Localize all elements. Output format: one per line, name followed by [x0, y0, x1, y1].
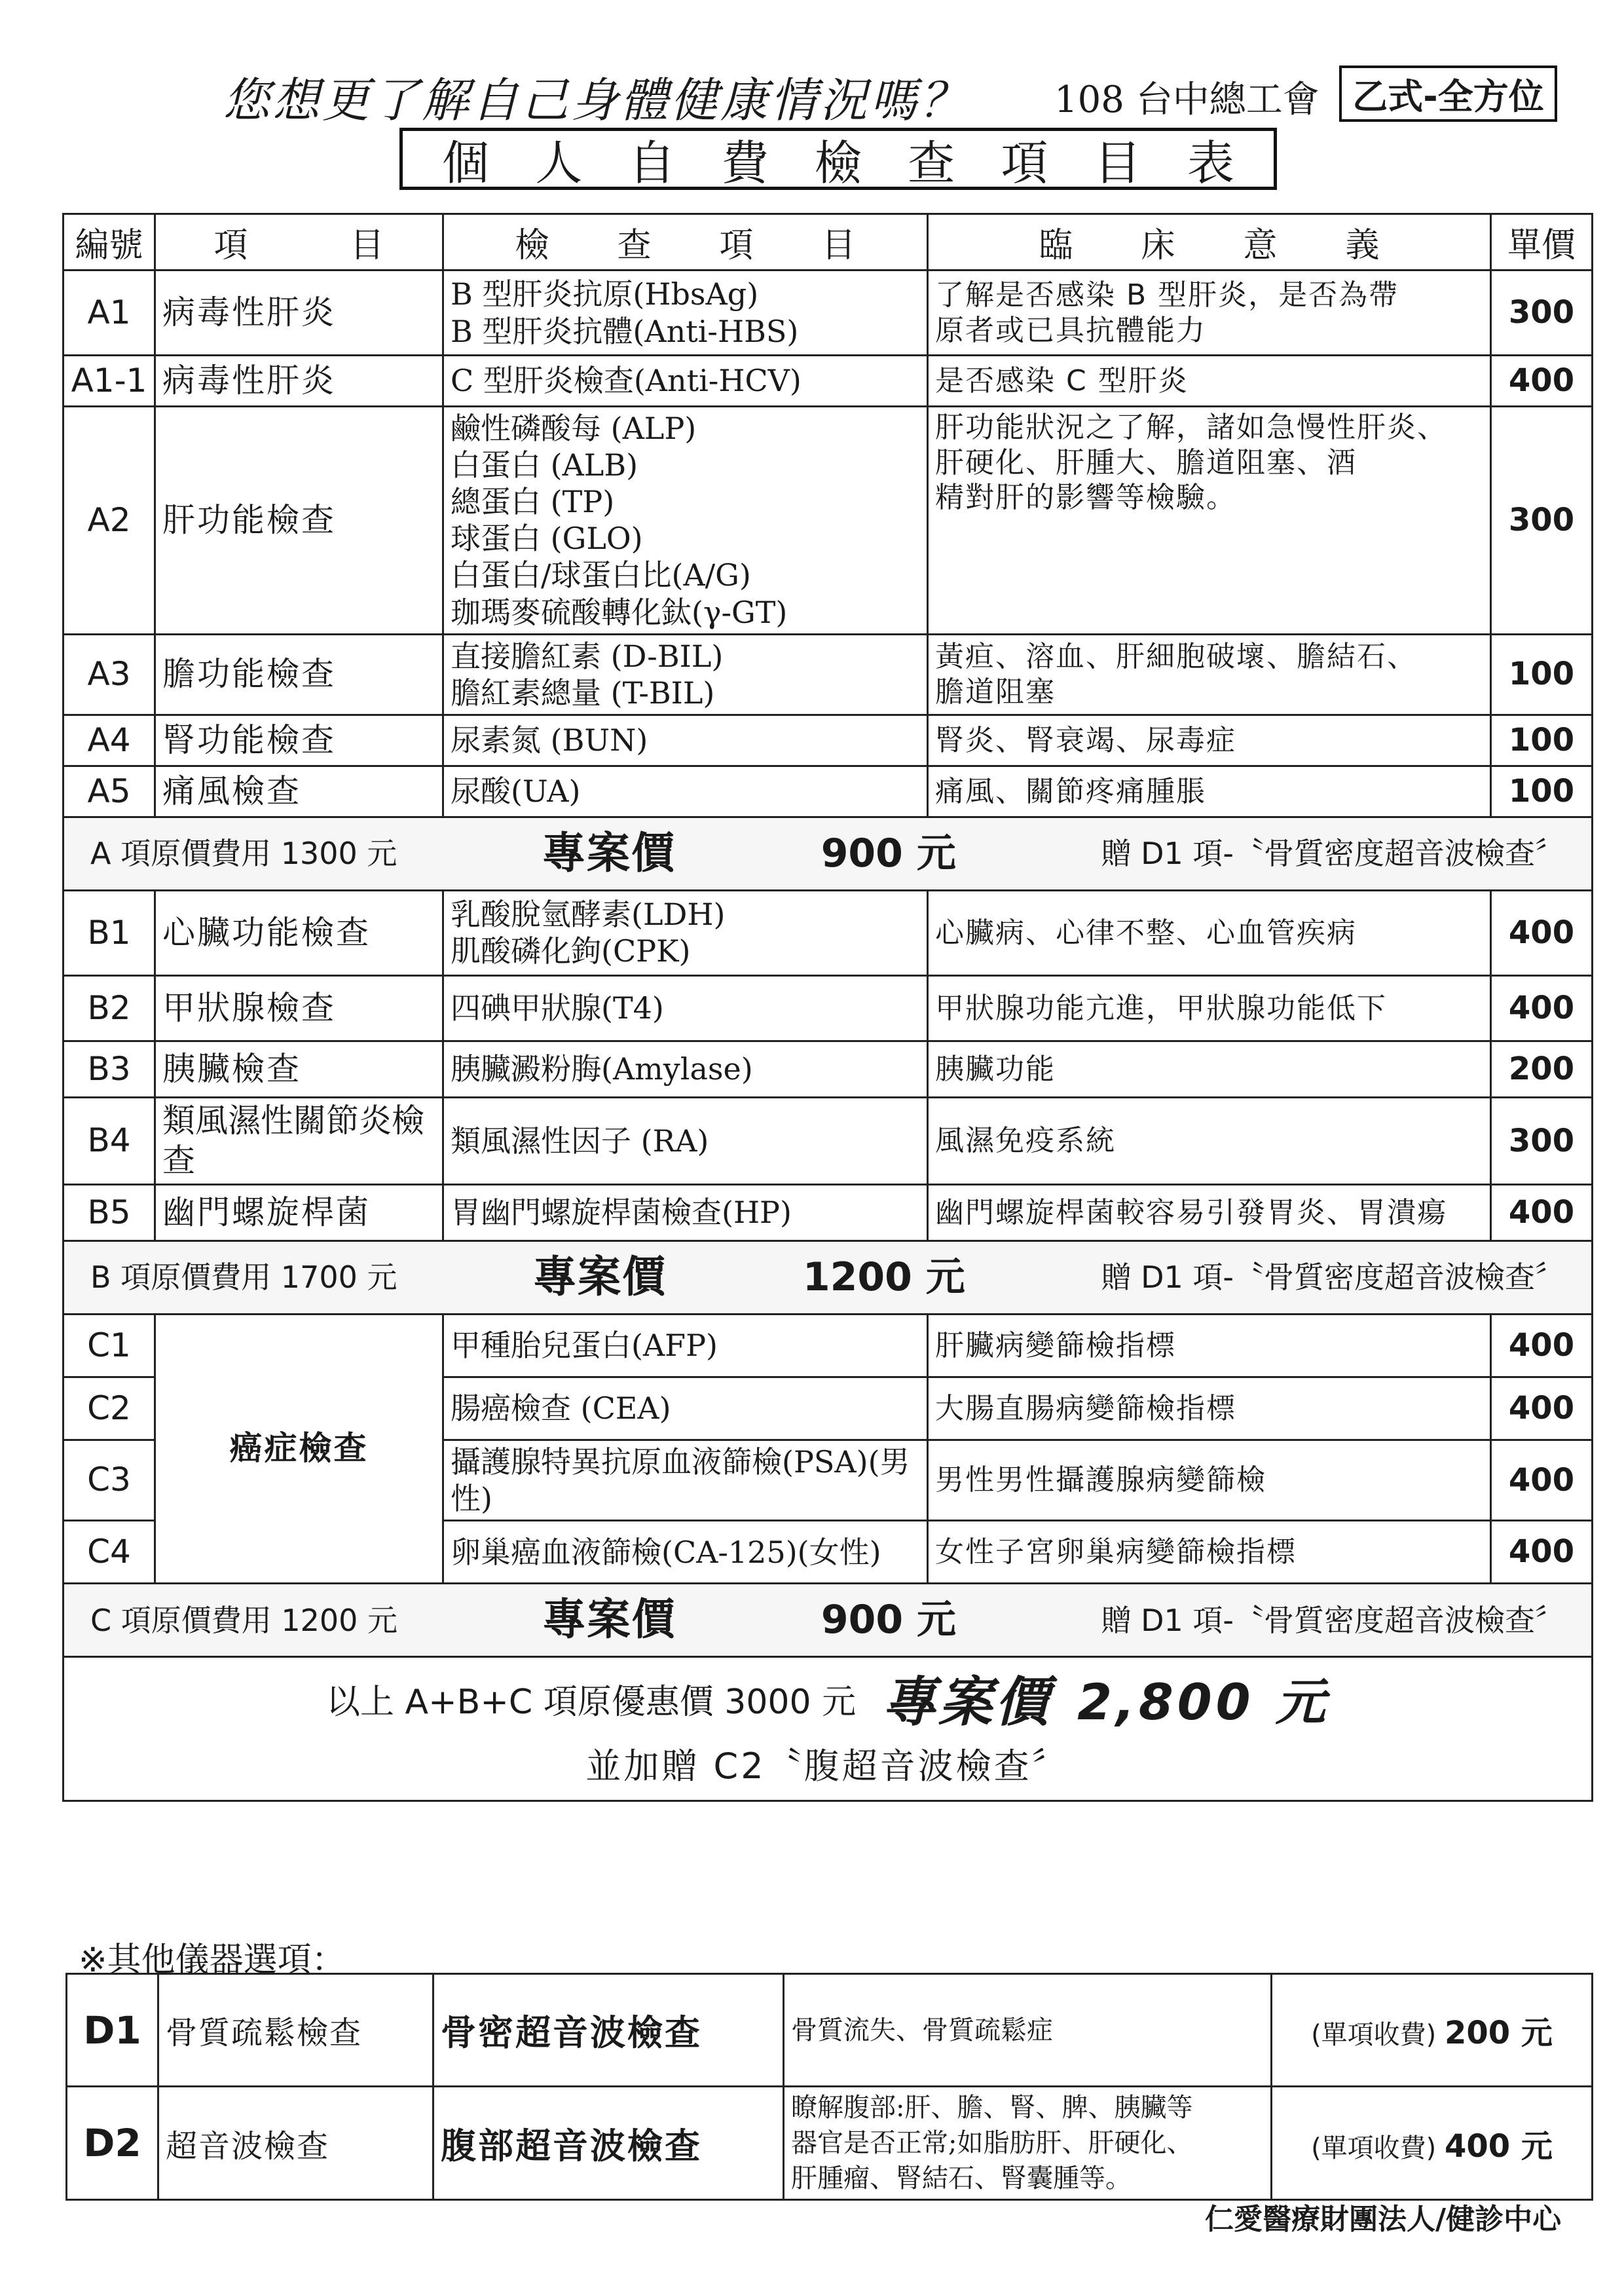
row-code: C2 — [64, 1377, 155, 1440]
row-code: A1 — [64, 271, 155, 356]
option-price-value: 400 元 — [1445, 2127, 1553, 2165]
cancer-item: 癌症檢查 — [155, 1314, 443, 1583]
row-tests-line: 腸癌檢查 (CEA) — [451, 1390, 671, 1427]
row-tests — [443, 1521, 928, 1584]
row-meaning-line: 膽道阻塞 — [935, 675, 1056, 709]
title-char: 人 — [535, 135, 583, 191]
row-meaning — [928, 715, 1491, 766]
row-item: 幽門螺旋桿菌 — [155, 1184, 443, 1241]
row-tests — [443, 890, 928, 975]
group-b — [64, 890, 1593, 1241]
row-tests-line: C 型肝炎檢查(Anti-HCV) — [451, 363, 802, 399]
row-price: 300 — [1491, 271, 1593, 356]
header-price: 單價 — [1491, 214, 1593, 271]
a-summary-orig: A 項原價費用 1300 元 — [90, 836, 397, 872]
title-char: 檢 — [814, 135, 862, 191]
row-tests-line: 攝護腺特異抗原血液篩檢(PSA)(男性) — [451, 1444, 910, 1516]
total-price: 2,800 元 — [1077, 1673, 1329, 1732]
row-code: B2 — [64, 975, 155, 1041]
option-row — [67, 2087, 1593, 2200]
row-tests-line: 尿素氮 (BUN) — [451, 722, 648, 758]
header-meaning: 臨 床 意 義 — [928, 214, 1491, 271]
row-item: 病毒性肝炎 — [155, 356, 443, 407]
header-code: 編號 — [64, 214, 155, 271]
row-item: 心臟功能檢查 — [155, 890, 443, 975]
row-meaning-line: 幽門螺旋桿菌較容易引發胃炎、胃潰瘍 — [935, 1195, 1447, 1229]
row-price: 400 — [1491, 1521, 1593, 1584]
row-tests-line: 甲種胎兒蛋白(AFP) — [451, 1328, 718, 1364]
row-tests-line: 直接膽紅素 (D-BIL) — [451, 638, 724, 674]
row-meaning — [928, 766, 1491, 817]
row-meaning-line: 肝硬化、肝腫大、膽道阻塞、酒 — [935, 445, 1357, 479]
table-row — [64, 1314, 1593, 1377]
row-tests — [443, 1314, 928, 1377]
b-summary-row — [64, 1241, 1593, 1314]
row-meaning-line: 胰臟功能 — [935, 1052, 1056, 1086]
option-price-label: (單項收費) — [1311, 2133, 1437, 2163]
row-item: 腎功能檢查 — [155, 715, 443, 766]
option-item: 骨質疏鬆檢查 — [158, 1974, 434, 2087]
other-options-title: ※其他儀器選項： — [79, 1941, 346, 1980]
option-desc — [784, 2087, 1272, 2200]
row-meaning-line: 男性男性攝護腺病變篩檢 — [935, 1463, 1266, 1497]
page-title — [399, 128, 1277, 190]
row-meaning — [928, 1521, 1491, 1584]
row-price: 100 — [1491, 634, 1593, 715]
option-desc-line: 器官是否正常;如脂肪肝、肝硬化、 — [791, 2128, 1193, 2158]
row-code: A4 — [64, 715, 155, 766]
row-code: A2 — [64, 407, 155, 635]
row-tests — [443, 407, 928, 635]
row-meaning — [928, 271, 1491, 356]
row-tests — [443, 1440, 928, 1520]
row-meaning-line: 肝臟病變篩檢指標 — [935, 1328, 1176, 1362]
row-tests-line: 胃幽門螺旋桿菌檢查(HP) — [451, 1195, 792, 1231]
option-code: D2 — [67, 2087, 158, 2200]
option-desc-line: 骨質流失、骨質疏鬆症 — [791, 2015, 1053, 2045]
option-price — [1272, 1974, 1593, 2087]
b-summary-orig: B 項原價費用 1700 元 — [90, 1259, 397, 1296]
table-header-row — [64, 214, 1593, 271]
row-tests — [443, 271, 928, 356]
row-tests-line: 乳酸脫氫酵素(LDH) — [451, 897, 726, 933]
table-row — [64, 407, 1593, 635]
header-test: 檢 查 項 目 — [443, 214, 928, 271]
row-tests-line: B 型肝炎抗體(Anti-HBS) — [451, 313, 799, 349]
option-desc-line: 瞭解腹部:肝、膽、腎、脾、胰臟等 — [791, 2093, 1193, 2123]
table-row — [64, 1041, 1593, 1097]
title-char: 自 — [628, 135, 676, 191]
a-summary-price: 900 元 — [821, 830, 956, 876]
row-code: B1 — [64, 890, 155, 975]
row-price: 400 — [1491, 975, 1593, 1041]
row-code: B3 — [64, 1041, 155, 1097]
row-meaning-line: 是否感染 C 型肝炎 — [935, 364, 1189, 398]
row-item: 痛風檢查 — [155, 766, 443, 817]
row-code: C3 — [64, 1440, 155, 1520]
row-meaning — [928, 407, 1491, 635]
row-price: 300 — [1491, 1097, 1593, 1184]
option-name: 骨密超音波檢查 — [434, 1974, 784, 2087]
row-meaning — [928, 1440, 1491, 1520]
row-meaning-line: 黃疸、溶血、肝細胞破壞、膽結石、 — [935, 640, 1417, 674]
row-meaning — [928, 1097, 1491, 1184]
row-tests-line: 珈瑪麥硫酸轉化鈦(γ-GT) — [451, 594, 788, 630]
a-summary-special: 專案價 — [542, 828, 676, 879]
row-tests — [443, 634, 928, 715]
row-item: 胰臟檢查 — [155, 1041, 443, 1097]
table-row — [64, 890, 1593, 975]
option-name: 腹部超音波檢查 — [434, 2087, 784, 2200]
row-item: 肝功能檢查 — [155, 407, 443, 635]
row-code: C1 — [64, 1314, 155, 1377]
row-meaning — [928, 1041, 1491, 1097]
row-price: 400 — [1491, 1440, 1593, 1520]
row-item: 膽功能檢查 — [155, 634, 443, 715]
table-row — [64, 634, 1593, 715]
row-tests-line: 四碘甲狀腺(T4) — [451, 990, 664, 1026]
option-desc — [784, 1974, 1272, 2087]
total-row — [64, 1657, 1593, 1801]
row-price: 400 — [1491, 1314, 1593, 1377]
row-code: A1-1 — [64, 356, 155, 407]
row-meaning-line: 了解是否感染 B 型肝炎，是否為帶 — [935, 278, 1399, 312]
row-price: 100 — [1491, 766, 1593, 817]
option-desc-line: 肝腫瘤、腎結石、腎囊腫等。 — [791, 2163, 1132, 2193]
row-meaning — [928, 1184, 1491, 1241]
a-summary-gift: 贈 D1 項-〝骨質密度超音波檢查〞 — [1101, 836, 1565, 872]
row-code: A5 — [64, 766, 155, 817]
row-tests — [443, 1184, 928, 1241]
table-row — [64, 715, 1593, 766]
table-row — [64, 766, 1593, 817]
table-row — [64, 356, 1593, 407]
row-code: C4 — [64, 1521, 155, 1584]
row-meaning-line: 女性子宮卵巢病變篩檢指標 — [935, 1535, 1297, 1569]
option-item: 超音波檢查 — [158, 2087, 434, 2200]
table-row — [64, 975, 1593, 1041]
header-question: 您想更了解自己身體健康情況嗎？ — [223, 73, 970, 128]
other-options-table — [65, 1973, 1593, 2201]
title-char: 項 — [1001, 135, 1048, 191]
row-meaning-line: 甲狀腺功能亢進，甲狀腺功能低下 — [935, 991, 1387, 1025]
footer-org: 仁愛醫療財團法人/健診中心 — [1205, 2203, 1562, 2236]
row-meaning-line: 腎炎、腎衰竭、尿毒症 — [935, 723, 1236, 757]
row-price: 400 — [1491, 1184, 1593, 1241]
row-tests-line: B 型肝炎抗原(HbsAg) — [451, 276, 759, 312]
row-meaning — [928, 975, 1491, 1041]
row-meaning — [928, 890, 1491, 975]
header-union: 108 台中總工會 — [1054, 79, 1320, 121]
row-tests-line: 總蛋白 (TP) — [451, 484, 615, 520]
row-tests-line: 球蛋白 (GLO) — [451, 521, 643, 557]
row-tests-line: 肌酸磷化鉤(CPK) — [451, 933, 691, 969]
a-summary-row — [64, 817, 1593, 890]
row-tests — [443, 1041, 928, 1097]
row-code: B4 — [64, 1097, 155, 1184]
row-meaning — [928, 356, 1491, 407]
row-tests-line: 鹼性磷酸每 (ALP) — [451, 411, 697, 446]
row-tests — [443, 766, 928, 817]
title-char: 個 — [442, 135, 490, 191]
row-tests — [443, 715, 928, 766]
row-tests — [443, 1097, 928, 1184]
b-summary-special: 專案價 — [533, 1252, 667, 1303]
row-tests-line: 膽紅素總量 (T-BIL) — [451, 675, 715, 711]
row-tests-line: 類風濕性因子 (RA) — [451, 1123, 709, 1159]
b-summary-price: 1200 元 — [802, 1254, 965, 1300]
row-item: 類風濕性關節炎檢查 — [155, 1097, 443, 1184]
row-code: B5 — [64, 1184, 155, 1241]
row-meaning-line: 風濕免疫系統 — [935, 1124, 1116, 1158]
row-price: 300 — [1491, 407, 1593, 635]
row-price: 200 — [1491, 1041, 1593, 1097]
row-code: A3 — [64, 634, 155, 715]
total-gift: 並加贈 C2〝腹超音波檢查〞 — [585, 1745, 1070, 1787]
row-meaning — [928, 1314, 1491, 1377]
row-meaning — [928, 1377, 1491, 1440]
title-char: 費 — [721, 135, 769, 191]
row-meaning-line: 精對肝的影響等檢驗。 — [935, 481, 1236, 515]
option-row — [67, 1974, 1593, 2087]
row-meaning-line: 大腸直腸病變篩檢指標 — [935, 1391, 1236, 1425]
row-tests — [443, 356, 928, 407]
table-row — [64, 271, 1593, 356]
header-item: 項 目 — [155, 214, 443, 271]
row-tests-line: 白蛋白/球蛋白比(A/G) — [451, 557, 751, 593]
title-char: 目 — [1094, 135, 1141, 191]
row-tests-line: 胰臟澱粉脢(Amylase) — [451, 1051, 753, 1087]
row-tests-line: 白蛋白 (ALB) — [451, 447, 638, 483]
c-summary-row — [64, 1584, 1593, 1657]
row-tests — [443, 1377, 928, 1440]
b-summary-gift: 贈 D1 項-〝骨質密度超音波檢查〞 — [1101, 1259, 1565, 1296]
row-price: 100 — [1491, 715, 1593, 766]
title-char: 表 — [1187, 135, 1234, 191]
total-special: 專案價 — [882, 1671, 1052, 1734]
row-price: 400 — [1491, 1377, 1593, 1440]
row-meaning-line: 心臟病、心律不整、心血管疾病 — [935, 916, 1357, 950]
exam-table — [62, 213, 1593, 1802]
row-tests-line: 卵巢癌血液篩檢(CA-125)(女性) — [451, 1534, 881, 1570]
row-tests — [443, 975, 928, 1041]
table-row — [64, 1184, 1593, 1241]
group-c — [64, 1314, 1593, 1583]
row-meaning-line: 肝功能狀況之了解，諸如急慢性肝炎、 — [935, 411, 1447, 444]
row-item: 甲狀腺檢查 — [155, 975, 443, 1041]
group-a — [64, 271, 1593, 817]
c-summary-orig: C 項原價費用 1200 元 — [90, 1602, 398, 1638]
c-summary-price: 900 元 — [821, 1596, 957, 1643]
row-tests-line: 尿酸(UA) — [451, 774, 581, 810]
option-price-label: (單項收費) — [1311, 2020, 1437, 2050]
row-price: 400 — [1491, 356, 1593, 407]
table-row — [64, 1097, 1593, 1184]
row-meaning-line: 痛風、關節疼痛腫脹 — [935, 774, 1206, 808]
row-price: 400 — [1491, 890, 1593, 975]
c-summary-gift: 贈 D1 項-〝骨質密度超音波檢查〞 — [1101, 1602, 1565, 1638]
plan-badge: 乙式-全方位 — [1339, 65, 1557, 122]
row-item: 病毒性肝炎 — [155, 271, 443, 356]
option-price-value: 200 元 — [1445, 2015, 1553, 2051]
c-summary-special: 專案價 — [542, 1594, 676, 1645]
title-char: 查 — [908, 135, 955, 191]
option-code: D1 — [67, 1974, 158, 2087]
row-meaning-line: 原者或已具抗體能力 — [935, 313, 1206, 347]
option-price — [1272, 2087, 1593, 2200]
row-meaning — [928, 634, 1491, 715]
total-orig: 以上 A+B+C 項原優惠價 3000 元 — [325, 1682, 857, 1722]
